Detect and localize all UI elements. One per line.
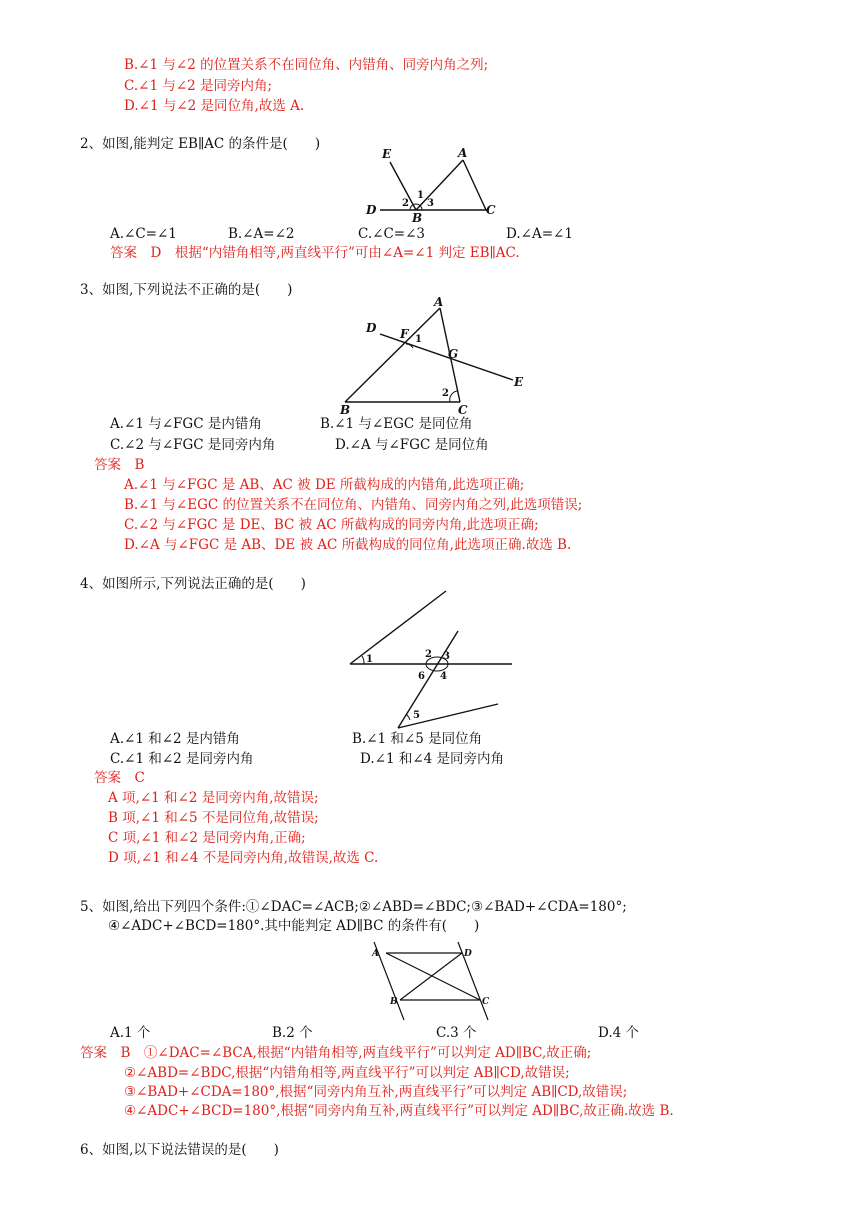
q2-label-a: A [458,146,468,160]
q5-option-d: D.4 个 [598,1025,640,1041]
q3-figure [340,295,530,417]
q5-option-a: A.1 个 [110,1025,151,1041]
q2-label-d: D [366,203,377,217]
q4-angle-1: 1 [366,654,373,665]
q3-explanation-a: A.∠1 与∠FGC 是 AB、AC 被 DE 所截构成的内错角,此选项正确; [124,477,525,493]
q5-figure [366,938,496,1024]
q3-label-f: F [400,327,409,341]
q5-explanation-2: ②∠ABD=∠BDC,根据“内错角相等,两直线平行”可以判定 AB∥CD,故错误; [124,1065,570,1081]
q4-option-b: B.∠1 和∠5 是同位角 [352,731,483,747]
q2-stem: 2、如图,能判定 EB∥AC 的条件是( ) [80,136,321,152]
q3-label-g: G [448,347,459,361]
q3-stem: 3、如图,下列说法不正确的是( ) [80,282,293,298]
q3-label-a: A [434,295,444,309]
q4-option-d: D.∠1 和∠4 是同旁内角 [360,751,505,767]
q3-label-e: E [514,375,524,389]
q4-answer: 答案 C [94,770,145,786]
q3-label-d: D [366,321,377,335]
q3-option-c: C.∠2 与∠FGC 是同旁内角 [110,437,276,453]
q5-label-c: C [482,997,490,1007]
q3-label-c: C [458,403,468,417]
q5-label-a: A [372,949,379,959]
q4-option-a: A.∠1 和∠2 是内错角 [110,731,240,747]
q5-option-c: C.3 个 [436,1025,477,1041]
q4-angle-2: 2 [425,649,432,660]
q5-stem-line2: ④∠ADC+∠BCD=180°.其中能判定 AD∥BC 的条件有( ) [108,918,480,934]
q2-label-b: B [412,211,423,225]
q2-option-b: B.∠A=∠2 [228,226,295,242]
top-option-b: B.∠1 与∠2 的位置关系不在同位角、内错角、同旁内角之列; [124,57,489,73]
q5-label-b: B [390,997,398,1007]
q2-answer: 答案 D 根据“内错角相等,两直线平行”可由∠A=∠1 判定 EB∥AC. [110,245,520,261]
q4-angle-6: 6 [418,671,425,682]
q4-explanation-c: C 项,∠1 和∠2 是同旁内角,正确; [108,830,306,846]
q3-option-d: D.∠A 与∠FGC 是同位角 [335,437,489,453]
q3-angle-2: 2 [442,388,449,399]
q3-explanation-c: C.∠2 与∠FGC 是 DE、BC 被 AC 所截构成的同旁内角,此选项正确; [124,517,539,533]
q6-stem: 6、如图,以下说法错误的是( ) [80,1142,279,1158]
q2-option-d: D.∠A=∠1 [506,226,573,242]
q2-figure [360,148,510,224]
q4-stem: 4、如图所示,下列说法正确的是( ) [80,576,306,592]
q3-option-b: B.∠1 与∠EGC 是同位角 [320,416,473,432]
q2-label-c: C [486,203,496,217]
q2-option-a: A.∠C=∠1 [110,226,177,242]
q3-answer: 答案 B [94,457,145,473]
q5-stem-line1: 5、如图,给出下列四个条件:①∠DAC=∠ACB;②∠ABD=∠BDC;③∠BAD+∠CDA=180°; [80,899,627,915]
q2-option-c: C.∠C=∠3 [358,226,425,242]
top-option-c: C.∠1 与∠2 是同旁内角; [124,78,273,94]
q5-answer: 答案 B ①∠DAC=∠BCA,根据“内错角相等,两直线平行”可以判定 AD∥BC,故正确; [80,1045,592,1061]
q4-angle-4: 4 [440,671,447,682]
q2-angle-3: 3 [427,198,434,209]
q2-label-e: E [382,147,392,161]
q5-explanation-3: ③∠BAD+∠CDA=180°,根据“同旁内角互补,两直线平行”可以判定 AB∥CD,故错误; [124,1084,628,1100]
q3-option-a: A.∠1 与∠FGC 是内错角 [110,416,262,432]
q4-explanation-d: D 项,∠1 和∠4 不是同旁内角,故错误,故选 C. [108,850,379,866]
q4-angle-3: 3 [443,651,450,662]
q2-angle-1: 1 [417,190,424,201]
q4-angle-5: 5 [413,710,420,721]
q4-option-c: C.∠1 和∠2 是同旁内角 [110,751,254,767]
q4-figure [348,588,518,730]
top-option-d: D.∠1 与∠2 是同位角,故选 A. [124,98,305,114]
q4-explanation-a: A 项,∠1 和∠2 是同旁内角,故错误; [108,790,319,806]
q3-explanation-b: B.∠1 与∠EGC 的位置关系不在同位角、内错角、同旁内角之列,此选项错误; [124,497,583,513]
q3-label-b: B [340,403,351,417]
q3-angle-1: 1 [415,334,422,345]
q5-option-b: B.2 个 [272,1025,313,1041]
q5-label-d: D [464,949,472,959]
q5-explanation-4: ④∠ADC+∠BCD=180°,根据“同旁内角互补,两直线平行”可以判定 AD∥BC,故正确.故选 B. [124,1103,674,1119]
q4-explanation-b: B 项,∠1 和∠5 不是同位角,故错误; [108,810,319,826]
q3-explanation-d: D.∠A 与∠FGC 是 AB、DE 被 AC 所截构成的同位角,此选项正确.故选 B. [124,537,572,553]
q2-angle-2: 2 [402,198,409,209]
